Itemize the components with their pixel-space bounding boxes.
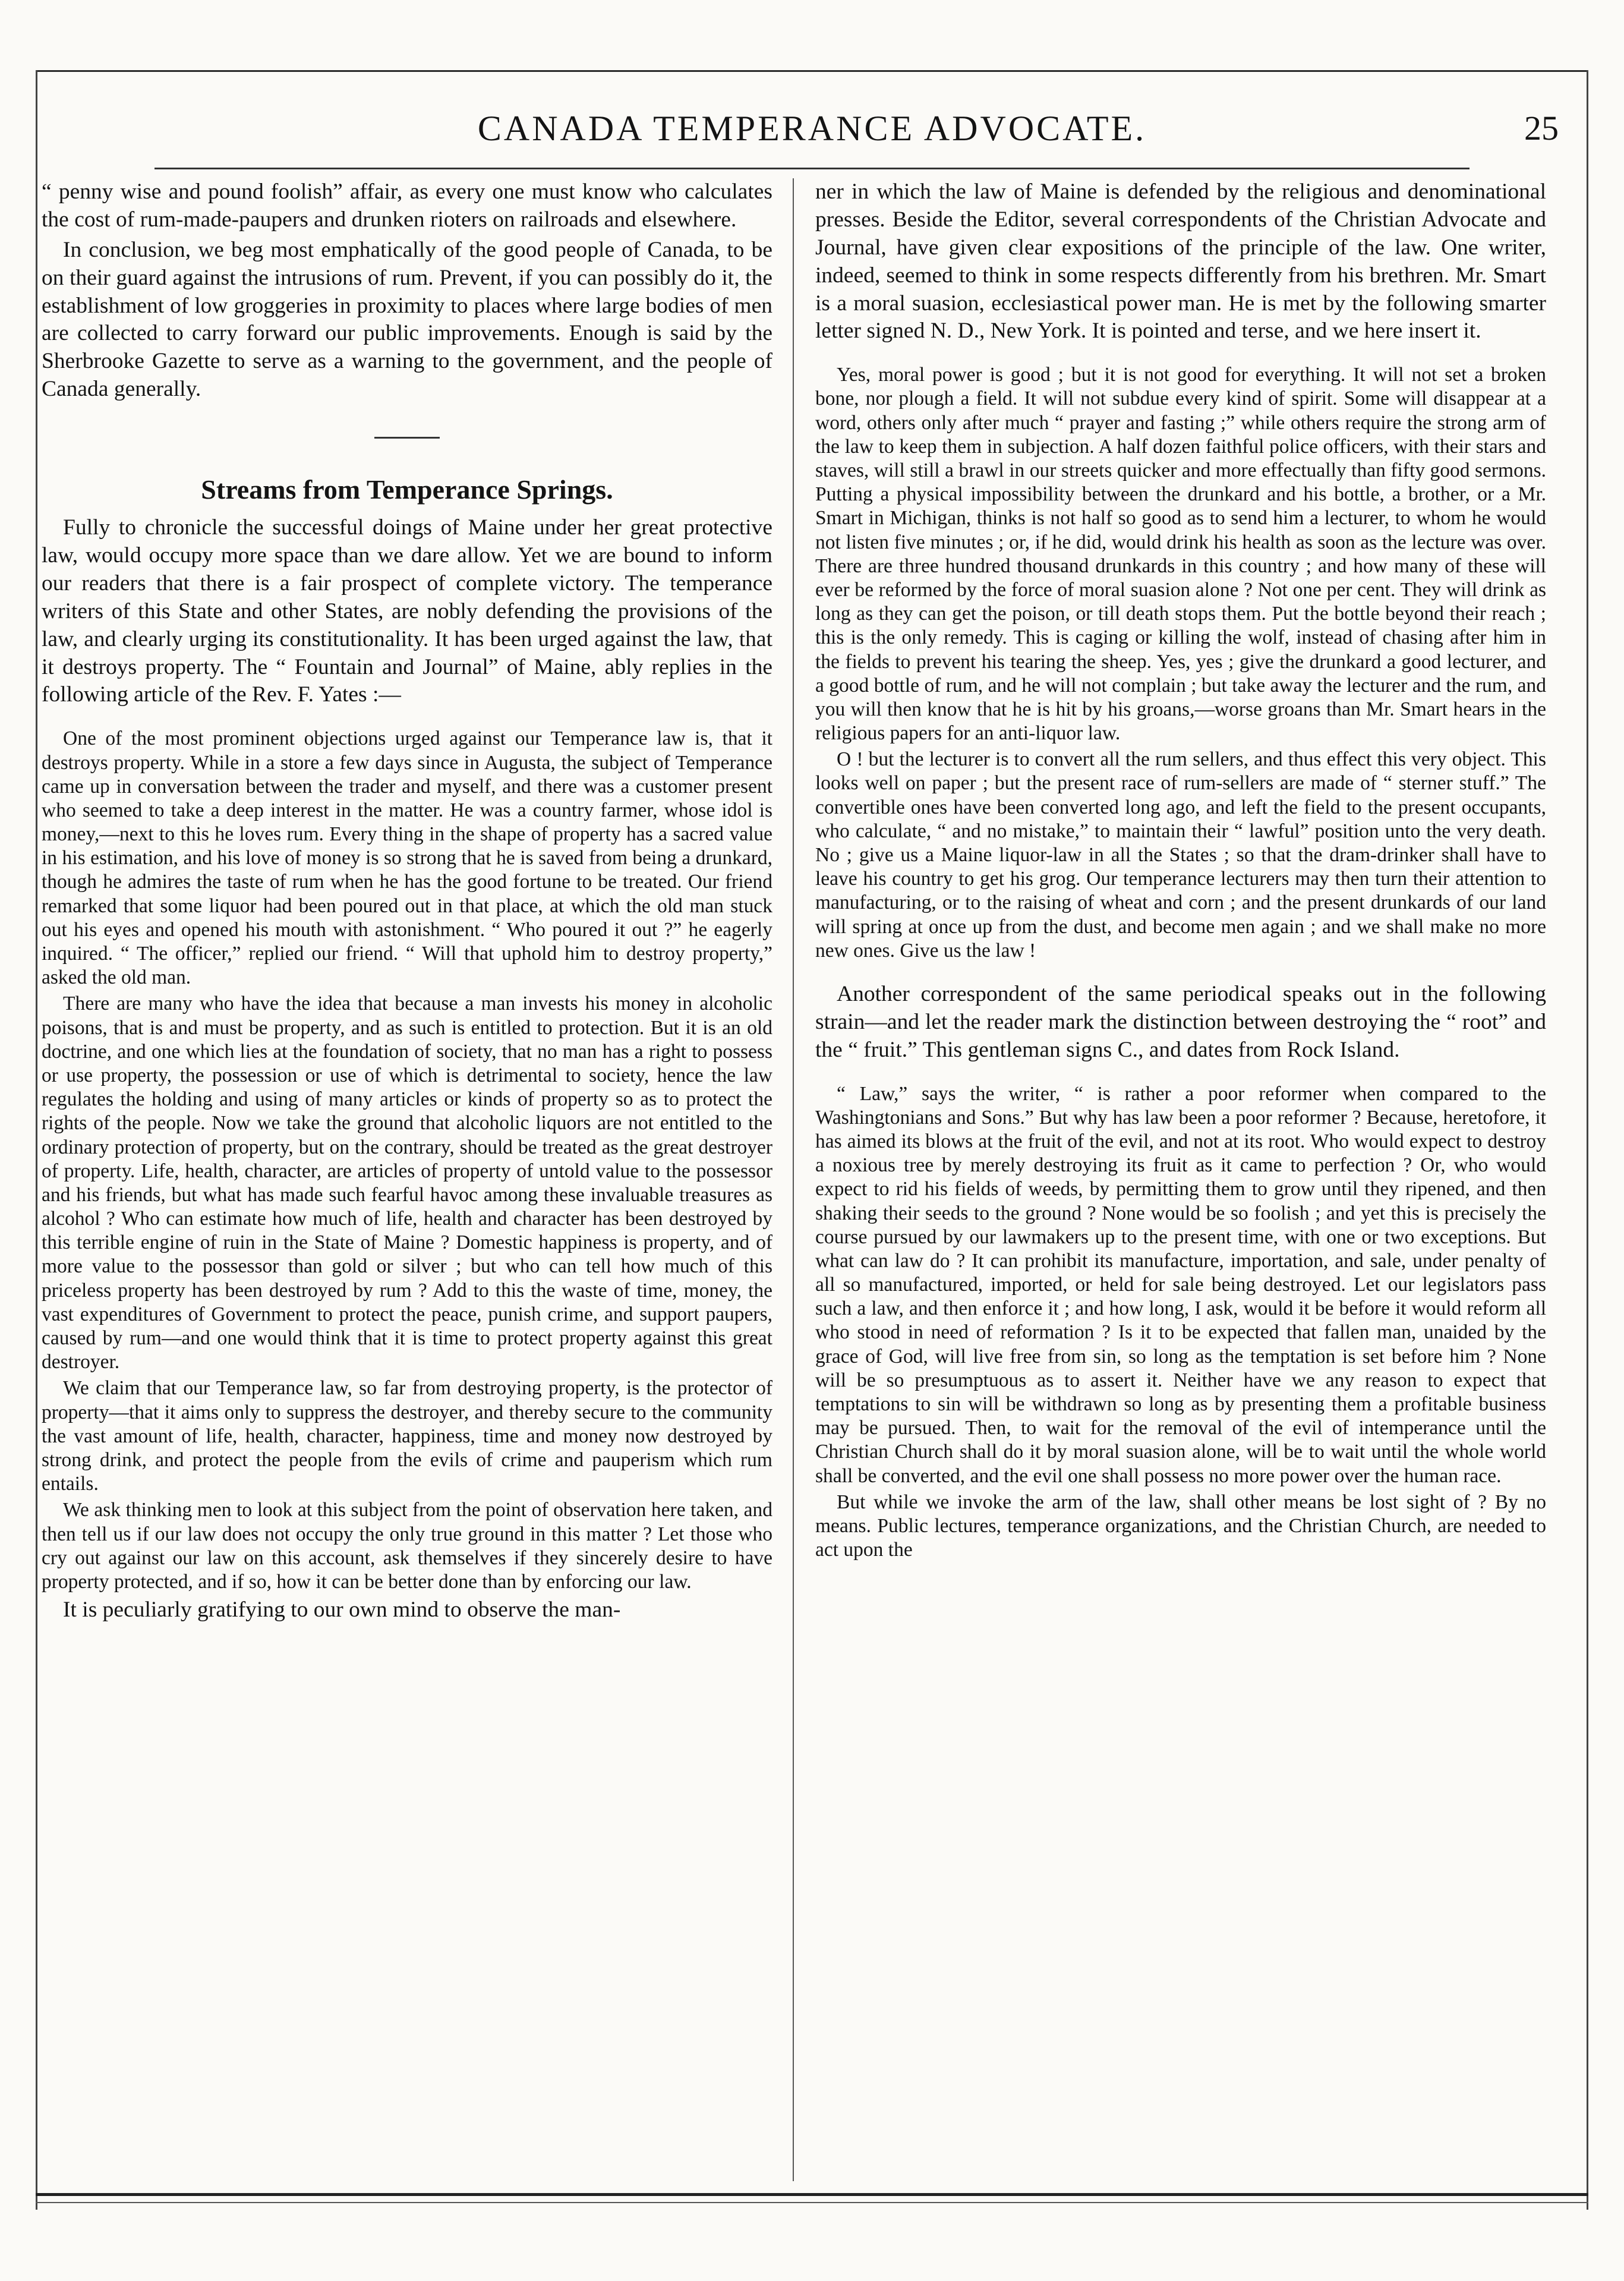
journal-title: CANADA TEMPERANCE ADVOCATE. [477,109,1147,148]
spacer [815,965,1546,981]
paragraph: It is peculiarly gratifying to our own mind to observe the man- [63,1598,621,1622]
quoted-paragraph: We claim that our Temperance law, so far from destroying property, is the protector of property—that it aims only to suppress the destroyer, and thereby secure to the community the vast amount of life, health, character, happiness, time and money now destroyed by strong drink, and protect the people from the evils of crime and pauperism which rum entails. [42,1377,772,1495]
bottom-rule-thin [36,2202,1588,2203]
quoted-paragraph: But while we invoke the arm of the law, shall other means be lost sight of ? By no means. Public lectures, temperance organizations, and the Christian Church, are needed to act upon the [815,1491,1546,1561]
column-divider [793,178,794,2181]
paragraph: Another correspondent of the same periodical speaks out in the following strain—and let the reader mark the distinction between destroying the “ root” and the “ fruit.” This gentleman signs C., and dates from Rock Island. [815,981,1546,1062]
section-divider [374,437,440,439]
spacer [815,348,1546,363]
page-header [42,108,1582,162]
quoted-paragraph: We ask thinking men to look at this subject from the point of observation here taken, and then tell us if our law does not occupy the only true ground in this matter ? Let those who cry out against our law on this account, ask themselves if they sincerely desire to have property protected, and if so, how it can be better done than by enforcing our law. [42,1499,772,1593]
paragraph: Fully to chronicle the successful doings of Maine under her great protective law, would occupy more space than we dare allow. Yet we are bound to inform our readers that there is a fair prospect of complete victory. The temperance writers of this State and other States, are nobly defending the provisions of the law, and clearly urging its constitutionality. It has been urged against the law, that it destroys property. The “ Fountain and Journal” of Maine, ably replies in the following article of the Rev. F. Yates :— [42,515,772,707]
section-heading: Streams from Temperance Springs. [201,474,613,505]
bottom-rule [36,2193,1588,2196]
spacer [815,1067,1546,1082]
paragraph: In conclusion, we beg most emphatically of the good people of Canada, to be on their guard against the intrusions of rum. Prevent, if you can possibly do it, the establishment of low groggeries in proximity to places where large bodies of men are collected to carry forward our public improvements. Enough is said by the Sherbrooke Gazette to serve as a warning to the government, and the people of Canada generally. [42,237,772,402]
top-border-rule [36,70,1588,72]
paragraph: “ penny wise and pound foolish” affair, as every one must know who calculates the cost of rum-made-paupers and drunken rioters on railroads and elsewhere. [42,179,772,232]
quoted-paragraph: Yes, moral power is good ; but it is not good for everything. It will not set a broken bone, nor plough a field. It will not subdue every kind of spirit. Some will disappear at a word, others only after much “ prayer and fasting ;” while others require the strong arm of the law to keep them in subjection. A half dozen faithful police officers, with their stars and staves, will still a brawl in our streets quicker and more effectually than fifty good sermons. Putting a physical impossibility between the drunkard and his bottle, a brother, or a Mr. Smart in Michigan, thinks is not half so good as to send him a lecturer, to whom he would not listen five minutes ; or, if he did, would drink his health as soon as the lecture was over. There are three hundred thousand drunkards in this country ; and how many of these will ever be reformed by the force of moral suasion alone ? Not one per cent. They will drink as long as they can get the poison, or till death stops them. Put the bottle beyond their reach ; this is the only remedy. This is caging or killing the wolf, instead of chasing after him in the fields to prevent his tearing the sheep. Yes, yes ; give the drunkard a good lecturer, and a good bottle of rum, and he will not complain ; but take away the lecturer and the rum, and you will then know that he is hit by his groans,—worse groans than Mr. Smart hears in the religious papers for an anti-liquor law. [815,364,1546,745]
left-frame-rule [36,70,37,2210]
quoted-paragraph: There are many who have the idea that because a man invests his money in alcoholic poisons, that is and must be property, and as such is entitled to protection. But it is an old doctrine, and one which lies at the foundation of society, that no man has a right to possess or use property, the possession or use of which is detrimental to society, hence the law regulates the holding and using of many articles or kinds of property so as to protect the rights of the people. Now we take the ground that alcoholic liquors are not entitled to the ordinary protection of property, but on the contrary, should be treated as the great destroyer of property. Life, health, character, are articles of property of untold value to the possessor and his friends, but what has made such fearful havoc among these invaluable treasures as alcohol ? Who can estimate how much of life, health and character has been destroyed by this terrible engine of ruin in the State of Maine ? Domestic happiness is property, and of more value to the possessor than gold or silver ; but who can tell how much of this priceless property has been destroyed by rum ? Add to this the waste of time, money, the vast expenditures of Government to protect the peace, punish crime, and support paupers, caused by rum—and one would think that it is time to protect property against this great destroyer. [42,993,772,1373]
right-column [815,178,1546,2181]
page-number: 25 [1524,109,1559,147]
quoted-paragraph: O ! but the lecturer is to convert all the rum sellers, and thus effect this very object. This looks well on paper ; but the present race of rum-sellers are made of “ sterner stuff.” The convertible ones have been converted long ago, and left the field to the present occupants, who calculate, “ and no mistake,” to maintain their “ lawful” position unto the very death. No ; give us a Maine liquor-law in all the States ; so that the dram-drinker shall have to leave his country to get his grog. Our temperance lecturers may then turn their attention to manufacturing, or to the raising of wheat and corn ; and the present drunkards of our land will spring at once up from the dust, and become men again ; and we shall make no more new ones. Give us the law ! [815,748,1546,962]
right-frame-rule [1587,70,1588,2210]
spacer [42,711,772,727]
quoted-paragraph: One of the most prominent objections urged against our Temperance law is, that it destroys property. While in a store a few days since in Augusta, the subject of Temperance came up in conversation between the trader and myself, and there was a customer present who seemed to take a deep interest in the matter. He was a country farmer, whose idol is money,—next to this he loves rum. Every thing in the shape of property has a sacred value in his estimation, and his love of money is so strong that he is saved from being a drunkard, though he admires the taste of rum when he has the good fortune to be treated. Our friend remarked that some liquor had been poured out in that place, at which the old man stuck out his eyes and opened his mouth with astonishment. “ Who poured it out ?” he eagerly inquired. “ The officer,” replied our friend. “ Will that uphold him to destroy property,” asked the old man. [42,727,772,989]
quoted-paragraph: “ Law,” says the writer, “ is rather a poor reformer when compared to the Washingtonians and Sons.” But why has law been a poor reformer ? Because, heretofore, it has aimed its blows at the fruit of the evil, and not at its root. Who would expect to destroy a noxious tree by merely destroying its fruit as it came to perfection ? Or, who would expect to rid his fields of weeds, by permitting them to grow until they ripened, and then shaking their seeds to the ground ? None would be so foolish ; and yet this is precisely the course pursued by our lawmakers up to the present time, with one or two exceptions. But what can law do ? It can prohibit its manufacture, importation, and sale, under penalty of all so manufactured, imported, or held for sale being destroyed. Let our legislators pass such a law, and then enforce it ; and how long, I ask, would it be before it would reform all who stood in need of reformation ? Is it to be expected that fallen man, unaided by the grace of God, will live free from sin, so long as the temptation is set before him ? None will be so presumptuous as to assert it. Neither have we any reason to expect that temptations to sin will be withdrawn so long as by presenting them a profitable business may be pursued. Then, to wait for the removal of the evil of intemperance until the Christian Church shall do it by moral suasion alone, will be to wait until the whole world shall be converted, and the evil one shall possess no more power over the human race. [815,1082,1546,1487]
paragraph: ner in which the law of Maine is defended by the religious and denominational presses. Beside the Editor, several correspondents of the Christian Advocate and Journal, have given clear expositions of the principle of the law. One writer, indeed, seemed to think in some respects differently from his brethren. Mr. Smart is a moral suasion, ecclesiastical power man. He is met by the following smarter letter signed N. D., New York. It is pointed and terse, and we here insert it. [815,179,1546,344]
left-column [42,178,772,2181]
header-rule [154,168,1470,169]
